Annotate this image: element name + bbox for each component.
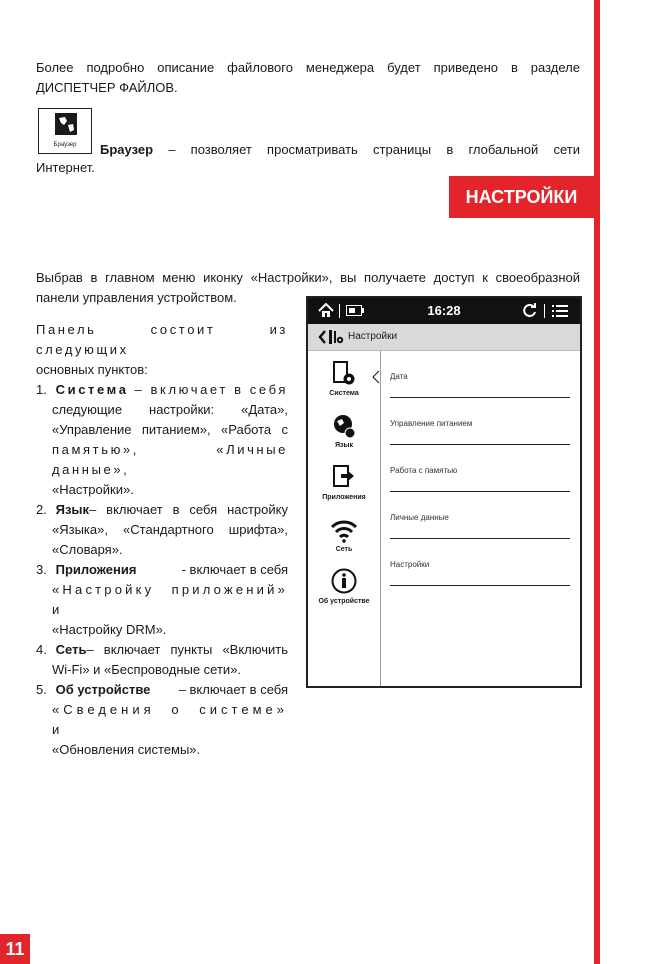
sidebar-label: Система <box>329 390 359 397</box>
item-title: Система <box>55 382 129 397</box>
browser-title: Браузер <box>100 142 154 157</box>
item-number: 2. <box>36 502 47 517</box>
item-text: «Управление питанием», «Работа с <box>52 422 288 437</box>
wifi-icon <box>330 519 358 543</box>
menu-item-power[interactable] <box>390 414 570 445</box>
item-text: «Сведения о системе» и <box>52 702 288 737</box>
browser-desc-1: – позволяет просматривать страницы в глобальной сети <box>153 142 580 157</box>
list-item <box>36 380 288 500</box>
section-title: НАСТРОЙКИ <box>449 176 594 218</box>
menu-list-icon[interactable] <box>552 304 568 318</box>
panel-intro-1: Панель состоит из следующих <box>36 322 288 357</box>
sidebar-label: Сеть <box>335 546 353 553</box>
list-item <box>36 680 288 760</box>
system-icon <box>332 361 356 387</box>
item-text: «Настройки». <box>52 482 134 497</box>
red-edge-bar <box>594 0 600 964</box>
menu-item-date[interactable] <box>390 367 570 398</box>
settings-list <box>36 320 288 760</box>
item-text: памятью», «Личные данные», <box>52 442 288 477</box>
lead-line-1: Выбрав в главном меню иконку «Настройки», вы получаете доступ к своеобразной <box>36 270 580 285</box>
selection-pointer-icon <box>372 370 380 384</box>
item-title: Приложения <box>55 562 137 577</box>
item-text: – включает в себя <box>178 682 288 697</box>
language-icon <box>332 413 356 439</box>
status-time: 16:28 <box>427 303 461 318</box>
nav-title: Настройки <box>348 331 398 342</box>
menu-item-label: Управление питанием <box>390 419 473 428</box>
item-number: 1. <box>36 382 47 397</box>
menu-item-label: Личные данные <box>390 513 449 522</box>
item-text: - включает в себя <box>181 562 288 577</box>
back-icon[interactable] <box>318 330 326 344</box>
item-text: «Словаря». <box>52 542 123 557</box>
menu-item-label: Настройки <box>390 560 430 569</box>
item-text: Wi-Fi» и «Беспроводные сети». <box>52 662 242 677</box>
item-number: 4. <box>36 642 47 657</box>
item-number: 3. <box>36 562 47 577</box>
item-number: 5. <box>36 682 47 697</box>
list-item <box>36 640 288 680</box>
sidebar-item-system[interactable] <box>308 361 380 405</box>
settings-sidebar <box>308 351 381 686</box>
settings-menu <box>380 351 580 686</box>
device-screenshot <box>306 296 582 688</box>
sidebar-label: Язык <box>335 442 353 449</box>
apps-icon <box>332 465 356 491</box>
item-text: «Языка», «Стандартного шрифта», <box>52 522 288 537</box>
item-text: – включает в себя <box>134 382 288 397</box>
item-title: Сеть <box>55 642 87 657</box>
list-item <box>36 500 288 560</box>
panel-intro-2: основных пунктов: <box>36 362 148 377</box>
refresh-icon[interactable] <box>522 303 537 318</box>
sidebar-item-apps[interactable] <box>308 465 380 509</box>
item-title: Об устройстве <box>55 682 151 697</box>
intro-paragraph <box>36 58 580 98</box>
intro-line-2: ДИСПЕТЧЕР ФАЙЛОВ. <box>36 80 178 95</box>
item-text: «Обновления системы». <box>52 742 201 757</box>
browser-description <box>100 140 580 160</box>
sidebar-label: Об устройстве <box>318 598 370 605</box>
browser-desc-2: Интернет. <box>36 160 95 175</box>
list-item <box>36 560 288 640</box>
settings-tools-icon <box>328 329 344 345</box>
nav-bar <box>308 324 580 351</box>
menu-item-settings[interactable] <box>390 555 570 586</box>
item-text: следующие настройки: «Дата», <box>52 402 288 417</box>
item-text: – включает пункты «Включить <box>86 642 288 657</box>
menu-item-label: Дата <box>390 372 408 381</box>
item-text: – включает в себя настройку <box>89 502 288 517</box>
sidebar-label: Приложения <box>322 494 366 501</box>
sidebar-item-network[interactable] <box>308 517 380 561</box>
item-text: «Настройку DRM». <box>52 622 167 637</box>
menu-item-personal[interactable] <box>390 508 570 539</box>
menu-item-memory[interactable] <box>390 461 570 492</box>
status-bar <box>308 298 580 324</box>
item-title: Язык <box>55 502 90 517</box>
info-icon <box>331 567 357 595</box>
browser-icon-label: Браузер <box>53 142 77 148</box>
lead-line-2: панели управления устройством. <box>36 290 237 305</box>
page-number: 11 <box>0 934 30 964</box>
menu-item-label: Работа с памятью <box>390 466 458 475</box>
intro-line-1: Более подробно описание файлового менеджера будет приведено в разделе <box>36 60 580 75</box>
globe-icon <box>55 113 77 135</box>
item-text: «Настройку приложений» и <box>52 582 288 617</box>
sidebar-item-about[interactable] <box>308 567 380 611</box>
status-divider <box>544 304 545 318</box>
browser-app-icon <box>38 108 92 154</box>
sidebar-item-language[interactable] <box>308 413 380 457</box>
